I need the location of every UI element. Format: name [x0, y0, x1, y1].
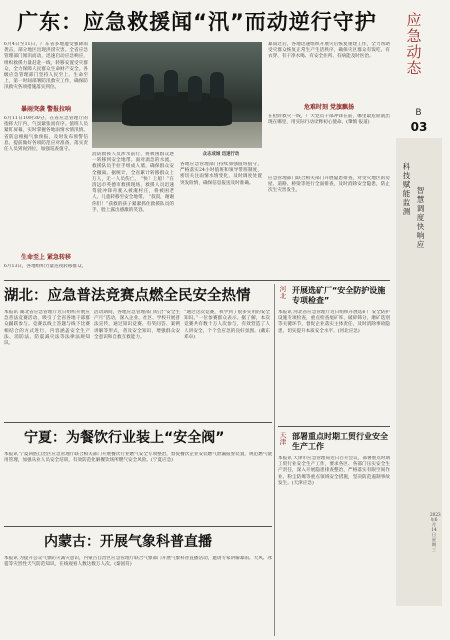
- hubei-body-col1: 本报讯 湖北省应急管理厅近日组织开展应急普法竞赛活动，吸引了全省各地干部群众踊跃参与。竞赛以线上答题与线下比赛相结合的方式进行，内容涵盖安全生产法、消防法、防震减灾法等法律法规知识。: [4, 310, 90, 347]
- lead-photo-caption: 众志成城 迅速行动: [202, 152, 240, 157]
- lead-col2-para-b: “快！上船！”在清远市英德市救援现场，救援人员迅速驾驶冲锋舟驶入被淹村庄，将被困老人、儿童转移至安全地带。: [92, 176, 174, 201]
- lead-body-col1c: 6月13日，各地组织力量连夜转移群众。: [4, 264, 87, 269]
- page-number: 03: [410, 120, 428, 134]
- ningxia-body: 本报讯 宁夏回族自治区应急管理厅联合相关部门开展餐饮行业燃气安全专项整治，督促餐饮企业安装燃气泄漏报警装置，规范燃气使用管理，加强从业人员安全培训，有效防范化解餐饮场所燃气安全风险。(宁夏应急): [4, 452, 272, 464]
- neimenggu-headline: 内蒙古：开展气象科普直播: [44, 534, 212, 550]
- neimenggu-body: 本报讯 为提升公众气象防灾减灾意识，内蒙古自治区应急管理厅联合气象部门开展气象科普直播活动，邀请专家讲解暴雨、大风、冰雹等灾害性天气防范知识，在线观看人数达数万人次。(秦国符): [4, 556, 272, 568]
- hubei-body-col2: 活动期间，各地应急管理部门结合“安全生产月”活动，深入企业、社区、学校开展普法宣传，通过知识竞赛、有奖问答、案例讲解等形式，普及安全知识，增强群众安全意识和自救互救能力。: [94, 310, 180, 340]
- lead-body-col4a: 暴雨过后，各地迅速组织开展灾后恢复重建工作，全力帮助受灾群众恢复正常生产生活秩序，确保灾区群众有饭吃、有衣穿、有干净水喝、有安全住所、有病能及时医治。: [268, 42, 390, 60]
- lead-body-col1a: 6月4日至11日，广东省多地遭受强降雨袭击，部分地区出现洪涝灾害。全省应急管理部门闻汛而动，迅速启动应急响应，组织救援力量赶赴一线，转移安置受灾群众，全力保障人民群众生命财产安全。各级应急管理部门坚持人民至上、生命至上，第一时间部署防汛救灾工作，确保防汛救灾各项措施落实到位。: [4, 42, 88, 91]
- lead-body-col3a: 各地应急管理部门持续加强值班值守，严格落实24小时值班和领导带班制度，密切关注雨情水情变化，及时调度处置突发险情，确保信息报送及时准确。: [180, 162, 262, 186]
- photo-person: [188, 76, 202, 102]
- hebei-region-label: 河北: [279, 285, 287, 300]
- lead-col2-para-c: “叔叔，谢谢你们！”获救的孩子紧紧抓住救援队员的手，脸上露出感激的笑容。: [92, 195, 174, 213]
- lead-photo: [92, 42, 262, 148]
- tianjin-body: 本报讯 天津市应急管理局近日召开会议，部署重点时期工贸行业安全生产工作，要求各区、各部门压实安全生产责任，深入开展隐患排查整治，严格落实有限空间作业、粉尘防爆等重点领域安全措施，坚决防范遏制事故发生。(天津应急): [278, 456, 390, 486]
- photo-person: [140, 74, 154, 100]
- lead-col2-para-a: 消防救援人员涉水前行，将被困群众逐一转移到安全地带。面对湍急的水流，救援队员手拉手组成人墙，确保群众安全撤离。据统计，全省累计转移群众上万人，无一人员伤亡。: [92, 152, 174, 182]
- lead-subhead-1: 暴雨突袭 警报拉响: [20, 106, 72, 113]
- slogan-1: 科技赋能监测: [402, 162, 411, 216]
- issue-date: 2023年6月14日 星期三: [430, 512, 441, 552]
- slogan-2: 智慧调度快响应: [416, 186, 425, 249]
- lead-body-col1b: 6月11日10时30分，在省应急管理厅的指挥大厅内，气氛紧张而有序。值班人员紧盯屏幕，实时掌握各地雨情水情汛情。省防总根据气象预报，及时发布预警信息，提前做好各项防范应对准备，落实责任人员到岗到位，加强巡查值守。: [4, 116, 88, 153]
- hubei-body-col3: “通过这次竞赛，我学到了很多实用的安全知识。”一位参赛群众表示。据了解，本次竞赛共有数十万人次参与，有效营造了人人讲安全、个个会应急的良好氛围。(戴东 邓卓): [184, 310, 270, 340]
- lead-body-col2: [92, 152, 174, 276]
- photo-person: [164, 70, 178, 96]
- section-title: 应急动态: [406, 11, 422, 77]
- divider: [4, 280, 390, 281]
- tianjin-region-label: 天津: [279, 431, 287, 446]
- hebei-body: 本报讯 河北省应急管理厅近日组织开展选矿厂安全防护设施专项检查，重点检查尾矿库、破碎筛分、磨矿选别等关键环节，督促企业落实主体责任，及时消除事故隐患，切实提升本质安全水平。(河北应急): [278, 310, 390, 334]
- hebei-headline: 开展选矿厂“安全防护设施专项检查”: [292, 286, 386, 305]
- lead-subhead-3: 危难时刻 党旗飘扬: [303, 104, 355, 111]
- ningxia-headline: 宁夏：为餐饮行业装上“安全阀”: [24, 430, 225, 446]
- lead-headline: 广东：应急救援闻“汛”而动逆行守护: [17, 10, 377, 34]
- hubei-headline: 湖北：应急普法竞赛点燃全民安全热情: [4, 288, 251, 304]
- lead-body-col4b: 应急管理部门联合相关部门开展隐患排查，对受灾地区的房屋、道路、桥梁等进行全面排查，及时消除安全隐患，防止次生灾害发生。: [268, 176, 390, 194]
- page-letter: B: [415, 108, 423, 118]
- divider: [278, 426, 390, 427]
- main-column: [4, 4, 390, 636]
- photo-person: [210, 72, 224, 98]
- lead-body-col3b: 在抢险救灾一线，广大党员干部冲锋在前，哪里最危险就出现在哪里，用实际行动诠释初心使命。(肇慎 报道): [268, 114, 390, 126]
- column-divider: [274, 284, 275, 636]
- divider: [4, 422, 272, 423]
- tianjin-headline: 部署重点时期工贸行业安全生产工作: [292, 432, 388, 451]
- lead-subhead-2: 生命至上 紧急转移: [20, 254, 72, 261]
- divider: [4, 526, 272, 527]
- section-sidebar: [392, 4, 446, 636]
